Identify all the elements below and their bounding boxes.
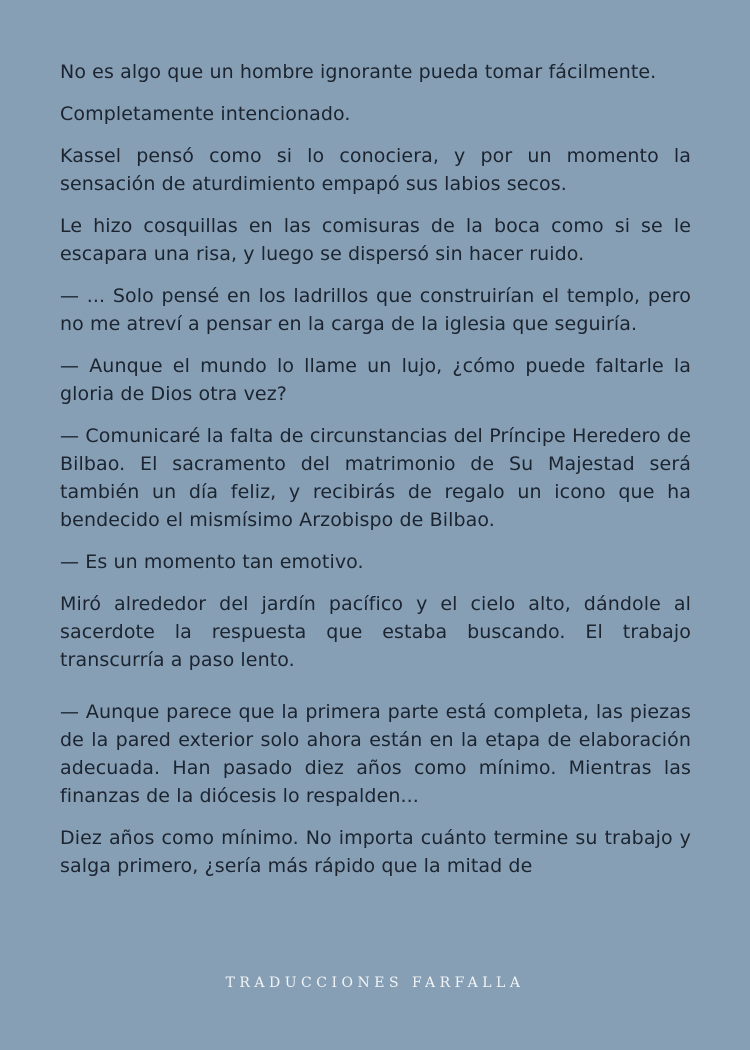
paragraph: — Es un momento tan emotivo. [60,551,364,573]
paragraph: Le hizo cosquillas en las comisuras de la boca como si se le escapara una risa, y luego se dispersó sin hacer ruido. [60,215,691,265]
paragraph: Miró alrededor del jardín pacífico y el cielo alto, dándole al sacerdote la respuesta que estaba buscando. El trabajo transcurría a paso lento. [60,593,691,671]
paragraph: Diez años como mínimo. No importa cuánto termine su trabajo y salga primero, ¿sería más rápido que la mitad de [60,827,691,877]
paragraph: — Aunque el mundo lo llame un lujo, ¿cómo puede faltarle la gloria de Dios otra vez? [60,355,691,405]
paragraph: Completamente intencionado. [60,103,351,125]
page-body-text [60,58,691,894]
paragraph: — ... Solo pensé en los ladrillos que construirían el templo, pero no me atreví a pensar en la carga de la iglesia que seguiría. [60,285,691,335]
paragraph: — Aunque parece que la primera parte está completa, las piezas de la pared exterior solo ahora están en la etapa de elaboración adecuada. Han pasado diez años como mínimo. Mientras las finanzas de la diócesis lo respalden... [60,701,691,807]
paragraph: Kassel pensó como si lo conociera, y por un momento la sensación de aturdimiento empapó sus labios secos. [60,145,691,195]
paragraph: No es algo que un hombre ignorante pueda tomar fácilmente. [60,61,657,83]
paragraph: — Comunicaré la falta de circunstancias del Príncipe Heredero de Bilbao. El sacramento del matrimonio de Su Majestad será también un día feliz, y recibirás de regalo un icono que ha bendecido el mismísimo Arzobispo de Bilbao. [60,425,691,531]
footer-credit: TRADUCCIONES FARFALLA [225,975,525,991]
